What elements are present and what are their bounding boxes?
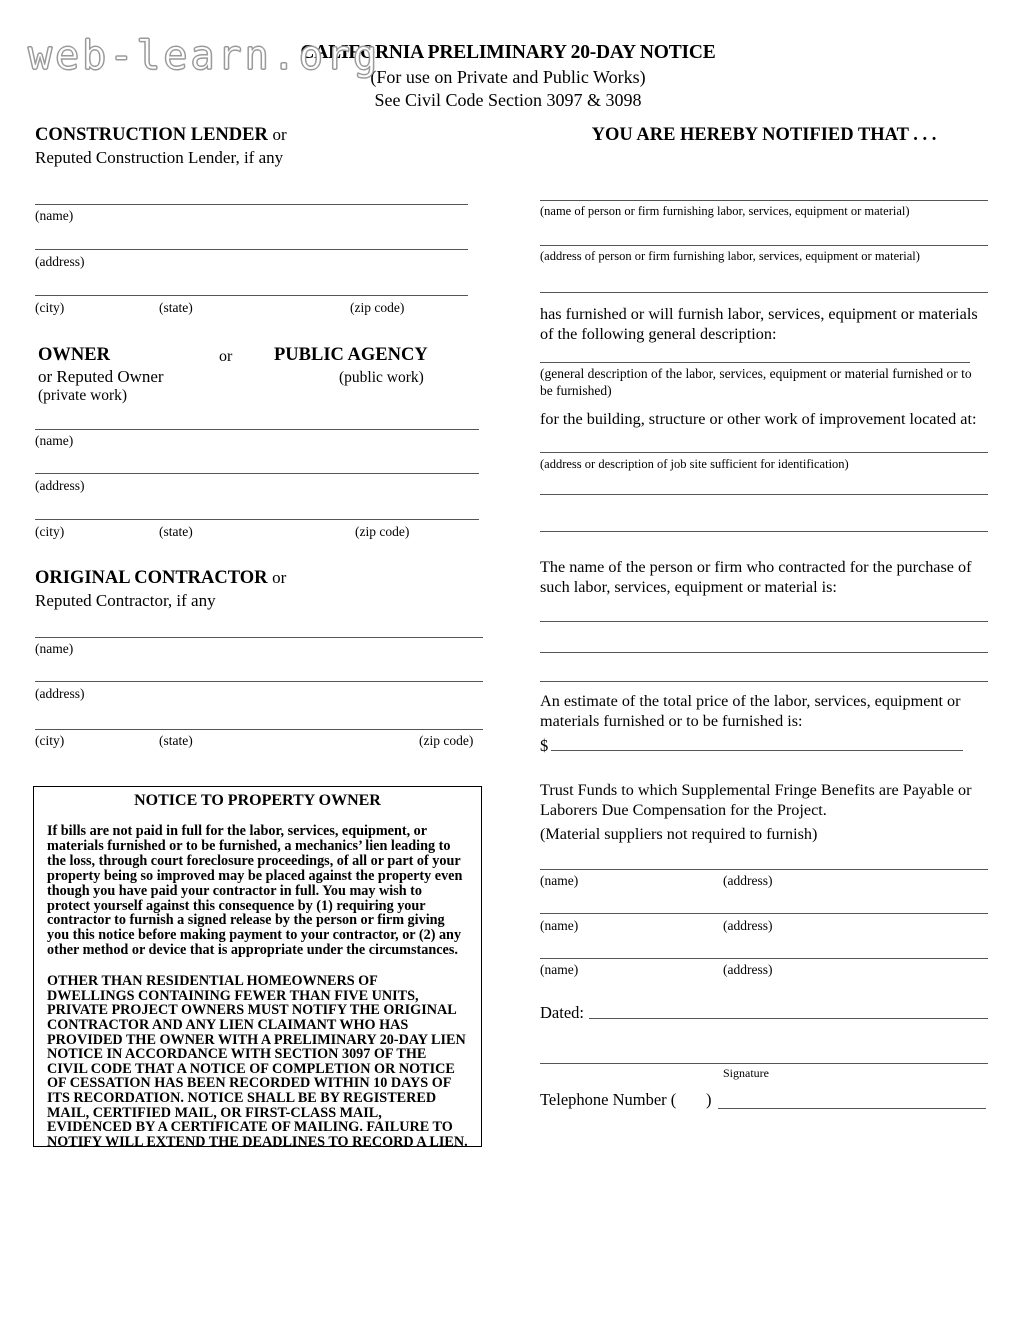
original-contractor-subtitle: Reputed Contractor, if any	[35, 591, 216, 610]
signature-caption: Signature	[723, 1066, 769, 1080]
lender-address-rule[interactable]	[35, 249, 468, 250]
material-suppliers-note: (Material suppliers not required to furnish)	[540, 825, 818, 843]
contracted-by-intro-text: The name of the person or firm who contracted for the purchase of such labor, services, equipment or material is:	[540, 558, 972, 596]
construction-lender-title: CONSTRUCTION LENDER or	[35, 125, 287, 145]
owner-city-caption: (city)	[35, 524, 65, 539]
section-construction-lender-heading	[35, 125, 287, 168]
trust-row-1-address-caption: (address)	[723, 873, 773, 888]
owner-address-caption: (address)	[35, 478, 85, 493]
lender-city-caption: (city)	[35, 300, 65, 315]
telephone-label-close: )	[706, 1090, 712, 1109]
estimate-intro-text: An estimate of the total price of the labor, services, equipment or materials furnished or to be furnished is:	[540, 692, 961, 730]
located-at-intro-text: for the building, structure or other work of improvement located at:	[540, 410, 977, 428]
trust-row-3-address-caption: (address)	[723, 962, 773, 977]
signature-rule[interactable]	[540, 1063, 988, 1064]
telephone-number-rule[interactable]	[718, 1108, 986, 1109]
furnished-intro-text: has furnished or will furnish labor, services, equipment or materials of the following general description:	[540, 305, 978, 343]
owner-private-work-note: (private work)	[38, 387, 128, 404]
owner-title: OWNER	[38, 345, 110, 365]
owner-zip-caption: (zip code)	[355, 524, 410, 539]
contractor-zip-caption: (zip code)	[419, 733, 474, 748]
owner-subtitle: or Reputed Owner	[38, 367, 164, 386]
contracted-by-rule-2[interactable]	[540, 652, 988, 653]
contractor-name-rule[interactable]	[35, 637, 483, 638]
contractor-state-caption: (state)	[159, 733, 193, 748]
dated-label: Dated:	[540, 1003, 584, 1022]
trust-row-2-name-caption: (name)	[540, 918, 579, 933]
you-are-hereby-notified-heading: YOU ARE HEREBY NOTIFIED THAT . . .	[591, 125, 937, 145]
lender-city-state-zip-rule[interactable]	[35, 295, 468, 296]
page-title: CALIFORNIA PRELIMINARY 20-DAY NOTICE	[300, 42, 716, 63]
lender-address-caption: (address)	[35, 254, 85, 269]
telephone-label-open: Telephone Number (	[540, 1090, 677, 1109]
trust-row-3-name-caption: (name)	[540, 962, 579, 977]
trust-row-2-address-caption: (address)	[723, 918, 773, 933]
header-citation: See Civil Code Section 3097 & 3098	[374, 90, 642, 110]
contracted-by-rule-1[interactable]	[540, 621, 988, 622]
section-original-contractor-heading	[35, 568, 286, 611]
notice-box-title: NOTICE TO PROPERTY OWNER	[134, 792, 381, 809]
header-subtitle: (For use on Private and Public Works)	[370, 67, 646, 87]
furnisher-address-caption: (address of person or firm furnishing labor, services, equipment or material)	[540, 249, 920, 263]
document-header	[300, 42, 716, 111]
owner-name-rule[interactable]	[35, 429, 479, 430]
furnisher-name-rule[interactable]	[540, 200, 988, 201]
owner-city-state-zip-rule[interactable]	[35, 519, 479, 520]
general-description-caption: (general description of the labor, services, equipment or material furnished or to be furnished)	[540, 366, 972, 398]
trust-row-1-name-caption: (name)	[540, 873, 579, 888]
jobsite-rule[interactable]	[540, 452, 988, 453]
lender-name-caption: (name)	[35, 208, 74, 223]
notice-to-property-owner-box	[33, 786, 482, 1150]
jobsite-extra-rule-1[interactable]	[540, 494, 988, 495]
notice-box-paragraph-2: OTHER THAN RESIDENTIAL HOMEOWNERS OF DWELLINGS CONTAINING FEWER THAN FIVE UNITS, PRIVATE PROJECT OWNERS MUST NOTIFY THE ORIGINAL CONTRACTOR AND ANY LIEN CLAIMANT WHO HAS PROVIDED THE OWNER WITH A PRELIMINARY 20-DAY LIEN NOTICE IN ACCORDANCE WITH SECTION 3097 OF THE CIVIL CODE THAT A NOTICE OF COMPLETION OR NOTICE OF CESSATION HAS BEEN RECORDED WITHIN 10 DAYS OF ITS RECORDATION. NOTICE SHALL BE BY REGISTERED MAIL, CERTIFIED MAIL, OR FIRST-CLASS MAIL, EVIDENCED BY A CERTIFICATE OF MAILING. FAILURE TO NOTIFY WILL EXTEND THE DEADLINES TO RECORD A LIEN.	[47, 973, 468, 1150]
owner-or-separator: or	[219, 348, 233, 365]
original-contractor-title: ORIGINAL CONTRACTOR or	[35, 568, 287, 588]
contractor-city-state-zip-rule[interactable]	[35, 729, 483, 730]
contractor-city-caption: (city)	[35, 733, 65, 748]
lender-name-rule[interactable]	[35, 204, 468, 205]
dollar-sign-label: $	[540, 736, 549, 755]
owner-state-caption: (state)	[159, 524, 193, 539]
public-agency-note: (public work)	[339, 369, 424, 386]
contracted-by-rule-3[interactable]	[540, 681, 988, 682]
contractor-name-caption: (name)	[35, 641, 74, 656]
watermark-web-learn-org: web-learn.org	[28, 33, 381, 79]
furnisher-extra-rule[interactable]	[540, 292, 988, 293]
owner-address-rule[interactable]	[35, 473, 479, 474]
trust-row-2-rule[interactable]	[540, 913, 988, 914]
trust-row-1-rule[interactable]	[540, 869, 988, 870]
furnisher-name-caption: (name of person or firm furnishing labor, services, equipment or material)	[540, 204, 910, 218]
general-description-rule[interactable]	[540, 362, 970, 363]
contractor-address-caption: (address)	[35, 686, 85, 701]
public-agency-title: PUBLIC AGENCY	[274, 345, 428, 365]
contractor-address-rule[interactable]	[35, 681, 483, 682]
furnisher-address-rule[interactable]	[540, 245, 988, 246]
notice-box-paragraph-1: If bills are not paid in full for the labor, services, equipment, or materials furnished or to be furnished, a mechanics’ lien leading to the loss, through court foreclosure proceedings, of all or part of your property being so improved may be placed against the property even though you have paid your contractor in full. You may wish to protect yourself against this consequence by (1) requiring your contractor to furnish a signed release by the person or firm giving you this notice before making payment to your contractor, or (2) any other method or device that is appropriate under the circumstances.	[47, 823, 463, 959]
dated-rule[interactable]	[589, 1018, 988, 1019]
lender-zip-caption: (zip code)	[350, 300, 405, 315]
jobsite-extra-rule-2[interactable]	[540, 531, 988, 532]
owner-name-caption: (name)	[35, 433, 74, 448]
lender-state-caption: (state)	[159, 300, 193, 315]
trust-funds-intro-text: Trust Funds to which Supplemental Fringe Benefits are Payable or Laborers Due Compensation for the Project.	[540, 781, 972, 819]
estimate-amount-rule[interactable]	[551, 750, 963, 751]
trust-row-3-rule[interactable]	[540, 958, 988, 959]
construction-lender-subtitle: Reputed Construction Lender, if any	[35, 148, 284, 167]
jobsite-caption: (address or description of job site sufficient for identification)	[540, 457, 849, 471]
